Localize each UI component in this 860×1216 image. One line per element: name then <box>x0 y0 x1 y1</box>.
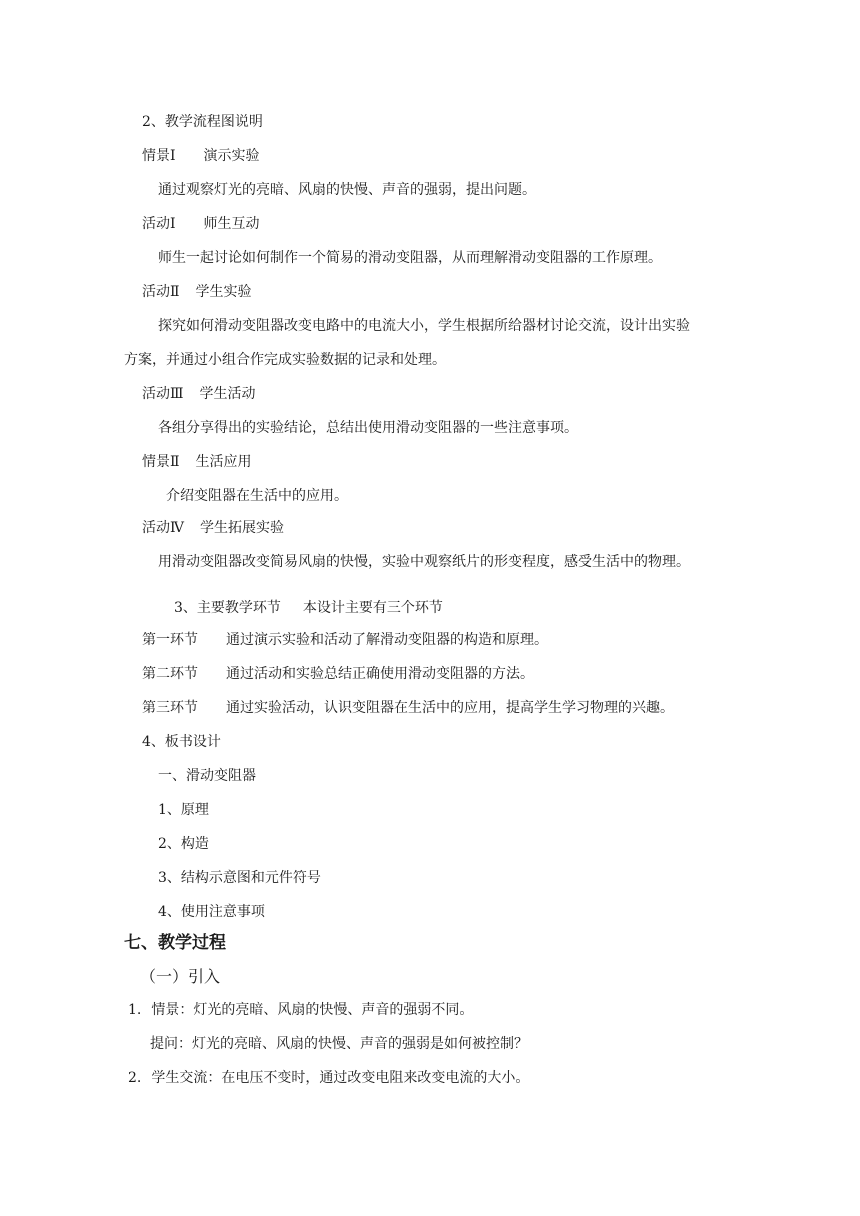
step-text: 通过实验活动，认识变阻器在生活中的应用，提高学生学习物理的兴趣。 <box>226 700 674 716</box>
flowchart-title: 2、教学流程图说明 <box>142 114 263 130</box>
steps-header <box>174 598 443 618</box>
board-item: 4、使用注意事项 <box>158 904 265 920</box>
activity-3-name: 学生活动 <box>199 386 256 402</box>
scene-1-tag: 情景Ⅰ <box>142 148 176 164</box>
scene-2-tag: 情景Ⅱ <box>142 454 180 470</box>
process-item-1-text: 情景：灯光的亮暗、风扇的快慢、声音的强弱不同。 <box>151 1002 474 1018</box>
process-item-2-number: 2. <box>128 1070 142 1086</box>
step-label: 第二环节 <box>142 666 198 682</box>
step-label: 第一环节 <box>142 632 198 648</box>
activity-4-desc: 用滑动变阻器改变简易风扇的快慢，实验中观察纸片的形变程度，感受生活中的物理。 <box>158 554 690 570</box>
activity-1-name: 师生互动 <box>203 216 260 232</box>
activity-1-tag: 活动Ⅰ <box>142 216 176 232</box>
activity-4-tag: 活动Ⅳ <box>142 520 184 536</box>
scene-2-name: 生活应用 <box>195 454 252 470</box>
board-item: 1、原理 <box>158 802 209 818</box>
activity-4-label <box>142 518 284 538</box>
activity-4-name: 学生拓展实验 <box>200 520 284 536</box>
process-subtitle: （一）引入 <box>140 967 221 986</box>
step-text: 通过演示实验和活动了解滑动变阻器的构造和原理。 <box>226 632 548 648</box>
activity-2-desc-line2: 方案，并通过小组合作完成实验数据的记录和处理。 <box>124 352 446 368</box>
process-title: 七、教学过程 <box>124 933 226 953</box>
process-item-2-text: 学生交流：在电压不变时，通过改变电阻来改变电流的大小。 <box>151 1070 530 1086</box>
step-text: 通过活动和实验总结正确使用滑动变阻器的方法。 <box>226 666 534 682</box>
board-title: 4、板书设计 <box>142 734 221 750</box>
steps-note: 本设计主要有三个环节 <box>302 600 443 616</box>
activity-2-label <box>142 282 252 302</box>
process-item-1 <box>128 1000 473 1020</box>
process-item-2 <box>128 1068 529 1088</box>
activity-1-label <box>142 214 260 234</box>
step-item <box>142 698 674 718</box>
scene-2-label <box>142 452 252 472</box>
scene-1-label <box>142 146 260 166</box>
board-item: 3、结构示意图和元件符号 <box>158 870 321 886</box>
activity-1-desc: 师生一起讨论如何制作一个简易的滑动变阻器，从而理解滑动变阻器的工作原理。 <box>158 250 662 266</box>
step-label: 第三环节 <box>142 700 198 716</box>
process-item-1-question: 提问：灯光的亮暗、风扇的快慢、声音的强弱是如何被控制？ <box>150 1036 528 1052</box>
scene-1-desc: 通过观察灯光的亮暗、风扇的快慢、声音的强弱，提出问题。 <box>158 182 536 198</box>
scene-2-desc: 介绍变阻器在生活中的应用。 <box>166 488 348 504</box>
activity-3-desc: 各组分享得出的实验结论，总结出使用滑动变阻器的一些注意事项。 <box>158 420 578 436</box>
step-item <box>142 664 534 684</box>
activity-2-desc-line1: 探究如何滑动变阻器改变电路中的电流大小，学生根据所给器材讨论交流，设计出实验 <box>158 318 690 334</box>
activity-3-label <box>142 384 256 404</box>
scene-1-name: 演示实验 <box>203 148 260 164</box>
steps-title: 3、主要教学环节 <box>174 600 281 616</box>
activity-3-tag: 活动Ⅲ <box>142 386 184 402</box>
step-item <box>142 630 548 650</box>
board-heading: 一、滑动变阻器 <box>158 768 256 784</box>
board-item: 2、构造 <box>158 836 209 852</box>
process-item-1-number: 1. <box>128 1002 142 1018</box>
activity-2-name: 学生实验 <box>195 284 252 300</box>
activity-2-tag: 活动Ⅱ <box>142 284 180 300</box>
